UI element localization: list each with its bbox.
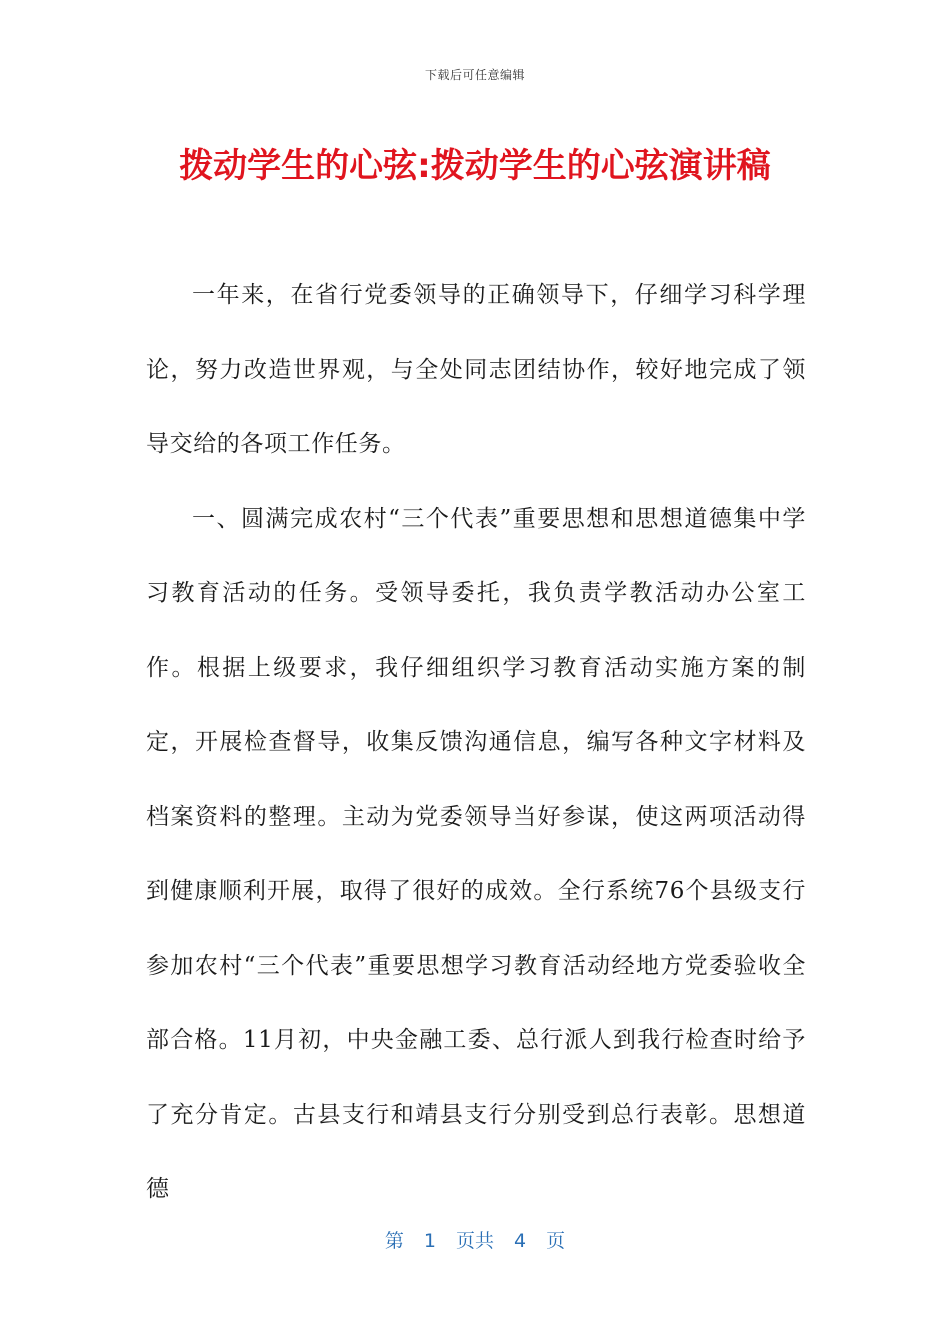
page-mid: 页共 xyxy=(455,1230,494,1252)
page-prefix: 第 xyxy=(384,1230,404,1252)
document-title: 拨动学生的心弦:拨动学生的心弦演讲稿 xyxy=(179,146,771,186)
paragraph-section-one: 一、圆满完成农村“三个代表”重要思想和思想道德集中学习教育活动的任务。受领导委托，我负责学教活动办公室工作。根据上级要求，我仔细组织学习教育活动实施方案的制定，开展检查督导，收集反馈沟通信息，编写各种文字材料及档案资料的整理。主动为党委领导当好参谋，使这两项活动得到健康顺利开展，取得了很好的成效。全行系统76个县级支行参加农村“三个代表”重要思想学习教育活动经地方党委验收全部合格。11月初，中央金融工委、总行派人到我行检查时给予了充分肯定。古县支行和靖县支行分别受到总行表彰。思想道德 xyxy=(146,505,806,1202)
header-note: 下载后可任意编辑 xyxy=(424,68,525,82)
paragraph-intro: 一年来，在省行党委领导的正确领导下，仔细学习科学理论，努力改造世界观，与全处同志团结协作，较好地完成了领导交给的各项工作任务。 xyxy=(146,282,806,457)
page-total: 4 xyxy=(514,1230,527,1252)
page-number: 1 xyxy=(423,1230,436,1252)
document-body xyxy=(146,258,806,1227)
page-suffix: 页 xyxy=(546,1230,566,1252)
page-footer xyxy=(0,1226,950,1253)
